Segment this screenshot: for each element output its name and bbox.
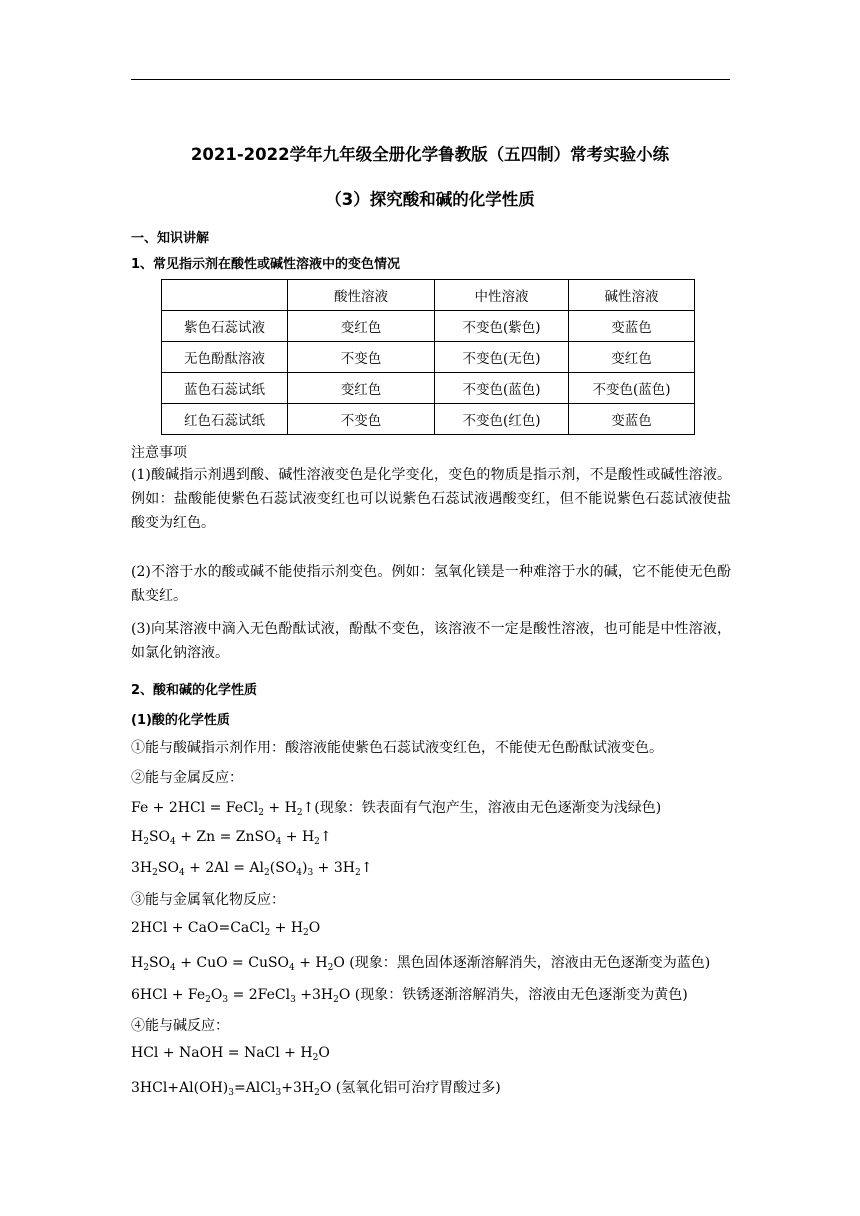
table-header-row (162, 280, 695, 311)
table-header-cell (162, 280, 288, 311)
table-row (162, 373, 695, 404)
notes-heading: 注意事项 (131, 445, 187, 461)
table-row (162, 404, 695, 435)
equation-fe-hcl (131, 797, 661, 817)
table-cell: 变红色 (288, 311, 435, 342)
table-cell: 变红色 (288, 373, 435, 404)
equation-hcl-naoh (131, 1045, 330, 1061)
table-header-cell: 中性溶液 (435, 280, 569, 311)
section1-heading: 一、知识讲解 (131, 231, 210, 246)
equation-formula: 2HCl + CaO=CaCl$_2$ + $H_2O$ (131, 920, 321, 938)
equation-hcl-fe2o3 (131, 984, 688, 1004)
section2-heading: 2、酸和碱的化学性质 (131, 683, 258, 698)
table-cell: 不变色 (288, 342, 435, 373)
table-cell: 不变色(红色) (435, 404, 569, 435)
acid-property-indicator: ①能与酸碱指示剂作用：酸溶液能使紫色石蕊试液变红色，不能使无色酚酞试液变色。 (131, 740, 663, 756)
equation-note: (现象：铁锈逐渐溶解消失，溶液由无色逐渐变为黄色) (354, 987, 688, 1003)
equation-formula: $6HCl + Fe_2O_3$ = 2FeCl$_3$ $+3H_2O$ (131, 987, 355, 1005)
note-1: (1)酸碱指示剂遇到酸、碱性溶液变色是化学变化，变色的物质是指示剂，不是酸性或碱性溶液。例如：盐酸能使紫色石蕊试液变红也可以说紫色石蕊试液遇酸变红，但不能说紫色石蕊试液使盐酸变为红色。 (131, 467, 731, 531)
doc-title-line2: （3）探究酸和碱的化学性质 (325, 190, 535, 209)
indicator-table (161, 279, 695, 435)
table-row (162, 311, 695, 342)
table-cell: 变蓝色 (569, 311, 695, 342)
note-2: (2)不溶于水的酸或碱不能使指示剂变色。例如：氢氧化镁是一种难溶于水的碱，它不能使无色酚酞变红。 (131, 564, 731, 604)
table-row (162, 342, 695, 373)
header-rule (131, 79, 730, 80)
table-header-cell: 酸性溶液 (288, 280, 435, 311)
acid-property-metal: ②能与金属反应： (131, 770, 243, 786)
table-cell: 变红色 (569, 342, 695, 373)
equation-hcl-cao (131, 920, 320, 936)
equation-h2so4-zn (131, 829, 332, 845)
equation-formula: HCl + NaOH = NaCl + $H_2O$ (131, 1045, 330, 1063)
equation-h2so4-cuo (131, 952, 710, 972)
equation-note: (现象：铁表面有气泡产生，溶液由无色逐渐变为浅绿色) (314, 800, 662, 816)
table-header-cell: 碱性溶液 (569, 280, 695, 311)
acid-property-metal-oxide: ③能与金属氧化物反应： (131, 892, 285, 908)
note-3: (3)向某溶液中滴入无色酚酞试液，酚酞不变色，该溶液不一定是酸性溶液，也可能是中性溶液，如氯化钠溶液。 (131, 621, 731, 661)
section1-subheading: 1、常见指示剂在酸性或碱性溶液中的变色情况 (131, 257, 401, 272)
equation-h2so4-al (131, 860, 372, 876)
equation-formula: $3HCl+Al(OH)_3=AlCl_3+3H_2O$ (131, 1080, 336, 1098)
table-cell: 不变色(蓝色) (435, 373, 569, 404)
equation-note: (氢氧化铝可治疗胃酸过多) (335, 1080, 501, 1096)
doc-title-line1: 2021-2022学年九年级全册化学鲁教版（五四制）常考实验小练 (190, 145, 670, 164)
table-cell: 不变色 (288, 404, 435, 435)
equation-formula: $H_2SO_4$ + CuO = CuSO$_4$ + $H_2O$ (131, 955, 350, 973)
equation-hcl-aloh3 (131, 1077, 501, 1097)
acid-property-base: ④能与碱反应： (131, 1018, 229, 1034)
acid-properties-heading: (1)酸的化学性质 (131, 713, 230, 728)
table-cell: 不变色(无色) (435, 342, 569, 373)
equation-formula: $H_2SO_4 + Zn$ = ZnSO$_4$ + $H_2↑$ (131, 829, 332, 847)
table-cell: 变蓝色 (569, 404, 695, 435)
equation-formula: Fe + 2HCl = FeCl$_2$ + $H_2↑$ (131, 800, 315, 818)
table-cell: 不变色(蓝色) (569, 373, 695, 404)
table-cell: 紫色石蕊试液 (162, 311, 288, 342)
table-cell: 红色石蕊试纸 (162, 404, 288, 435)
table-cell: 蓝色石蕊试纸 (162, 373, 288, 404)
equation-note: (现象：黑色固体逐渐溶解消失，溶液由无色逐渐变为蓝色) (349, 955, 711, 971)
table-cell: 无色酚酞溶液 (162, 342, 288, 373)
table-cell: 不变色(紫色) (435, 311, 569, 342)
equation-formula: $3H_2SO_4 + 2Al = Al_2(SO_4)_3$ + $3H_2↑$ (131, 860, 373, 878)
